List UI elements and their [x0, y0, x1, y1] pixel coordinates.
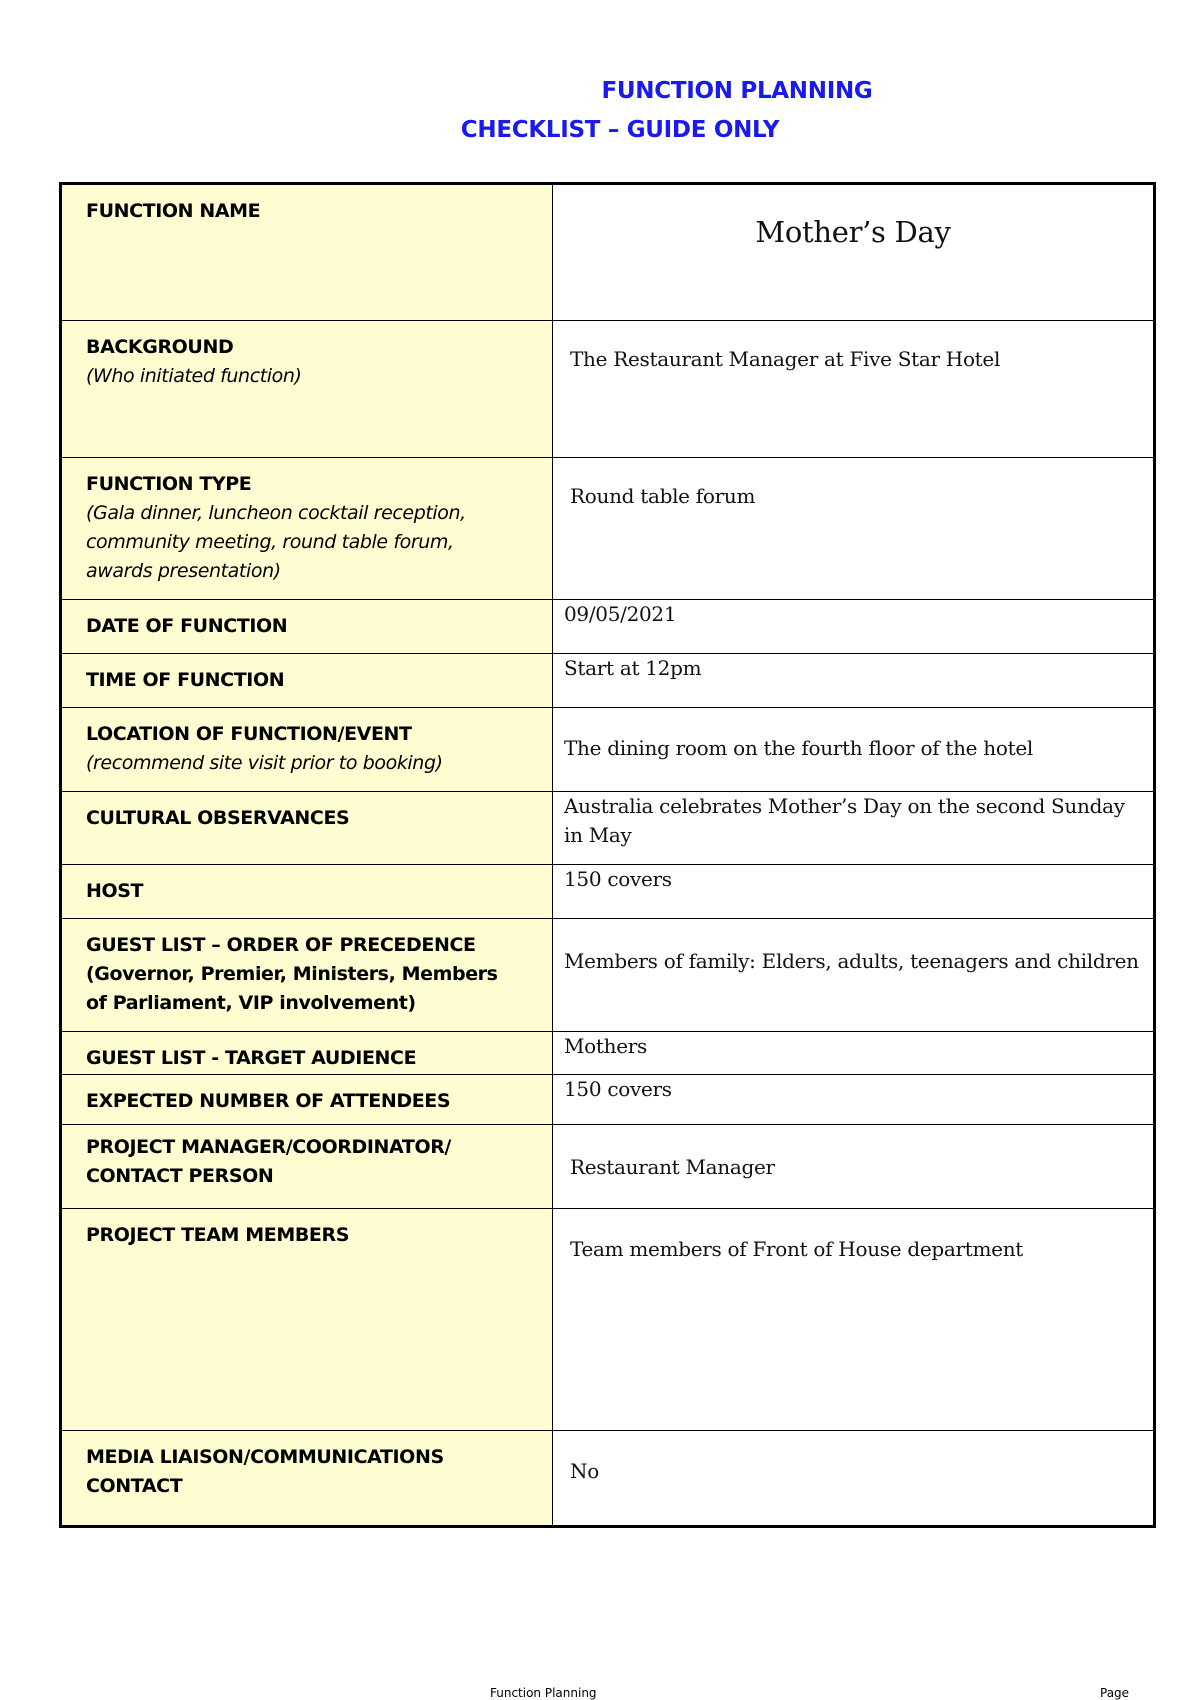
field-value: 150 covers — [564, 867, 672, 891]
field-value: Australia celebrates Mother’s Day on the second Sunday in May — [564, 794, 1125, 847]
field-hint: (recommend site visit prior to booking) — [86, 752, 443, 774]
field-label: LOCATION OF FUNCTION/EVENT — [86, 723, 412, 745]
row-time — [61, 654, 1155, 708]
field-value: Round table forum — [570, 484, 756, 508]
field-hint: (Governor, Premier, Ministers, Members of Parliament, VIP involvement) — [86, 963, 498, 1014]
label-cell — [61, 708, 553, 792]
label-cell — [61, 1125, 553, 1209]
label-cell — [61, 919, 553, 1032]
field-label: BACKGROUND — [86, 336, 234, 358]
label-cell — [61, 321, 553, 458]
value-cell — [553, 1209, 1155, 1431]
row-target-audience — [61, 1032, 1155, 1075]
field-value: Start at 12pm — [564, 656, 702, 680]
field-label: FUNCTION TYPE — [86, 473, 252, 495]
field-value: Members of family: Elders, adults, teenagers and children — [564, 949, 1139, 973]
field-label: DATE OF FUNCTION — [86, 615, 288, 637]
field-label: PROJECT MANAGER/COORDINATOR/ CONTACT PERSON — [86, 1136, 451, 1187]
field-hint: (Who initiated function) — [86, 365, 302, 387]
row-cultural — [61, 792, 1155, 865]
field-value: No — [570, 1459, 599, 1483]
label-cell — [61, 1075, 553, 1125]
row-background — [61, 321, 1155, 458]
row-function-type — [61, 458, 1155, 600]
field-label: FUNCTION NAME — [86, 200, 261, 222]
label-cell — [61, 184, 553, 321]
value-cell — [553, 792, 1155, 865]
value-cell — [553, 1431, 1155, 1527]
field-value: 09/05/2021 — [564, 602, 677, 626]
field-value: The dining room on the fourth floor of the hotel — [564, 736, 1033, 760]
row-host — [61, 865, 1155, 919]
value-cell — [553, 600, 1155, 654]
row-date — [61, 600, 1155, 654]
value-cell — [553, 458, 1155, 600]
value-cell — [553, 919, 1155, 1032]
row-function-name — [61, 184, 1155, 321]
checklist-table — [59, 182, 1156, 1528]
label-cell — [61, 600, 553, 654]
value-cell — [553, 184, 1155, 321]
field-hint: (Gala dinner, luncheon cocktail reception, community meeting, round table forum, awards presentation) — [86, 502, 466, 582]
value-cell — [553, 321, 1155, 458]
value-cell — [553, 1125, 1155, 1209]
field-label: HOST — [86, 880, 144, 902]
label-cell — [61, 792, 553, 865]
field-value: Team members of Front of House department — [570, 1237, 1024, 1261]
label-cell — [61, 1209, 553, 1431]
label-cell — [61, 654, 553, 708]
field-label: MEDIA LIAISON/COMMUNICATIONS CONTACT — [86, 1446, 444, 1497]
field-value: Restaurant Manager — [570, 1155, 775, 1179]
field-label: GUEST LIST - TARGET AUDIENCE — [86, 1047, 417, 1069]
value-cell — [553, 1075, 1155, 1125]
label-cell — [61, 458, 553, 600]
label-cell — [61, 1032, 553, 1075]
row-project-manager — [61, 1125, 1155, 1209]
footer-title: Function Planning — [490, 1686, 597, 1700]
label-cell — [61, 865, 553, 919]
row-location — [61, 708, 1155, 792]
field-label: EXPECTED NUMBER OF ATTENDEES — [86, 1090, 451, 1112]
row-team-members — [61, 1209, 1155, 1431]
label-cell — [61, 1431, 553, 1527]
footer-page: Page — [1100, 1686, 1130, 1700]
title-line-1: FUNCTION PLANNING — [601, 78, 873, 104]
field-value: 150 covers — [564, 1077, 672, 1101]
value-cell — [553, 865, 1155, 919]
field-label: TIME OF FUNCTION — [86, 669, 285, 691]
field-value: Mother’s Day — [755, 215, 951, 249]
title-line-2: CHECKLIST – GUIDE ONLY — [460, 117, 780, 143]
field-label: PROJECT TEAM MEMBERS — [86, 1224, 350, 1246]
field-label: GUEST LIST – ORDER OF PRECEDENCE — [86, 934, 476, 956]
row-media-liaison — [61, 1431, 1155, 1527]
field-value: Mothers — [564, 1034, 647, 1058]
field-value: The Restaurant Manager at Five Star Hotel — [570, 347, 1001, 371]
field-label: CULTURAL OBSERVANCES — [86, 807, 350, 829]
row-attendees — [61, 1075, 1155, 1125]
value-cell — [553, 1032, 1155, 1075]
value-cell — [553, 654, 1155, 708]
value-cell — [553, 708, 1155, 792]
row-guest-precedence — [61, 919, 1155, 1032]
